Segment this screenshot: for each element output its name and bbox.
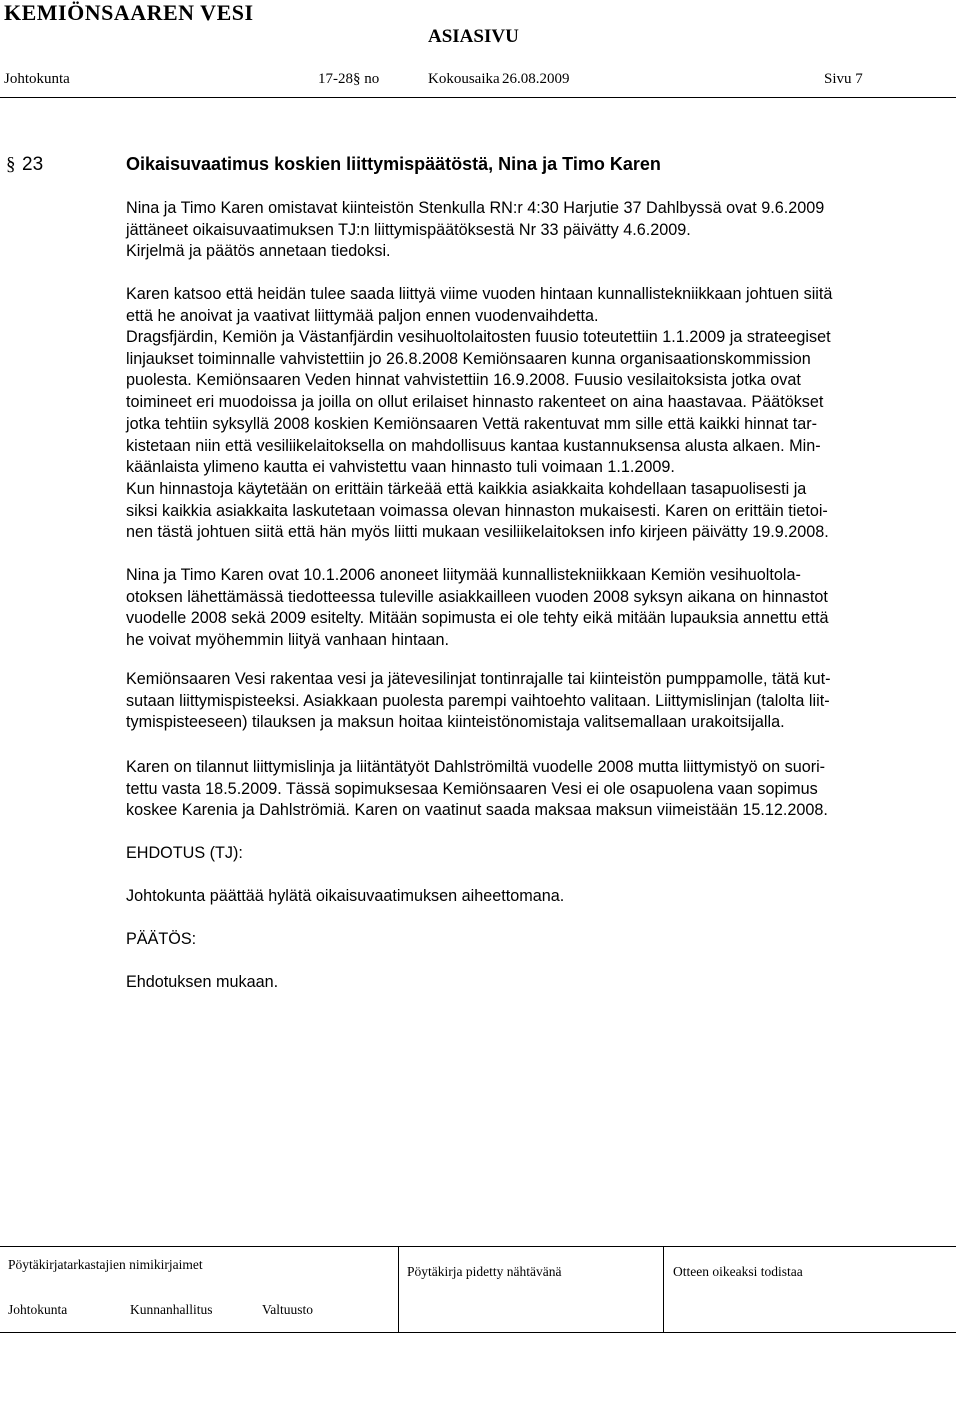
text-line: otoksen lähettämässä tiedotteessa tuleville asiakkailleen vuoden 2008 syksyn aikana on hinnastot [126, 587, 828, 606]
footer-display-label: Pöytäkirja pidetty nähtävänä [407, 1264, 562, 1279]
header-meeting-label: Kokousaika [428, 71, 500, 87]
text-line: Nina ja Timo Karen omistavat kiinteistön Stenkulla RN:r 4:30 Harjutie 37 Dahlbyssä ovat 9.6.2009 [126, 199, 825, 217]
footer-divider [398, 1246, 399, 1332]
footer-body-municipal-board: Kunnanhallitus [130, 1302, 213, 1317]
paragraph-1 [126, 198, 944, 263]
header-meeting-date: 26.08.2009 [502, 71, 570, 87]
footer-divider [663, 1246, 664, 1332]
proposal-text: Johtokunta päättää hylätä oikaisuvaatimuksen aiheettomana. [126, 887, 565, 905]
paragraph-7 [126, 757, 944, 822]
text-line: Karen katsoo että heidän tulee saada liittyä viime vuoden hintaan kunnallistekniikkaan johtuen siitä [126, 285, 833, 303]
text-line: puolesta. Kemiönsaaren Veden hinnat vahvistettiin 16.9.2008. Fuusio vesilaitoksista jotka ovat [126, 371, 801, 390]
text-line: että he anoivat ja vaativat liittymää paljon ennen vuodenvaihdetta. [126, 306, 599, 325]
header-page-number: Sivu 7 [824, 71, 863, 87]
section-title: Oikaisuvaatimus koskien liittymispäätöstä, Nina ja Timo Karen [126, 154, 661, 174]
footer-body-board: Johtokunta [8, 1302, 68, 1317]
paragraph-6 [126, 669, 944, 734]
footer-initials-label: Pöytäkirjatarkastajien nimikirjaimet [8, 1257, 203, 1272]
footer-certified-label: Otteen oikeaksi todistaa [673, 1264, 803, 1279]
text-line: Karen on tilannut liittymislinja ja liitäntätyöt Dahlströmiltä vuodelle 2008 mutta liittymistyö on suori- [126, 758, 826, 776]
proposal-label: EHDOTUS (TJ): [126, 844, 243, 862]
text-line: linjaukset toiminnalle vahvistettiin jo 26.8.2008 Kemiönsaaren kunna organisaationskommission [126, 349, 811, 368]
paragraph-5 [126, 565, 944, 652]
text-line: Dragsfjärdin, Kemiön ja Västanfjärdin vesihuoltolaitosten fuusio toteutettiin 1.1.2009 ja strateegiset [126, 328, 831, 346]
decision-label: PÄÄTÖS: [126, 930, 197, 948]
paragraph-3 [126, 327, 944, 479]
text-line: jättäneet oikaisuvaatimuksen TJ:n liittymispäätöksestä Nr 33 päivätty 4.6.2009. [126, 220, 691, 239]
text-line: vuodelle 2008 sekä 2009 esitelty. Mitään sopimusta ei ole tehty eikä mitään lupauksia annettu että [126, 609, 829, 628]
paragraph-2 [126, 284, 944, 327]
text-line: Nina ja Timo Karen ovat 10.1.2006 anoneet liitymää kunnallistekniikkaan Kemiön vesihuoltola- [126, 566, 801, 584]
text-line: Kemiönsaaren Vesi rakentaa vesi ja jätevesilinjat tontinrajalle tai kiinteistön pumppamolle, tätä kut- [126, 670, 831, 688]
text-line: Kirjelmä ja päätös annetaan tiedoksi. [126, 242, 391, 261]
text-line: Kun hinnastoja käytetään on erittäin tärkeää että kaikkia asiakkaita kohdellaan tasapuolisesti ja [126, 480, 807, 498]
text-line: koskee Karenia ja Dahlströmiä. Karen on vaatinut saada maksaa maksun viimeistään 15.12.2008. [126, 801, 828, 820]
paragraph-4 [126, 479, 944, 544]
text-line: kistetaan niin että vesiliikelaitoksella on mahdollisuus kantaa kustannuksensa alusta alkaen. Min- [126, 436, 821, 455]
text-line: tymispisteeseen) tilauksen ja maksun hoitaa kiinteistönomistaja valitsemallaan urakoitsijalla. [126, 713, 785, 732]
text-line: sutaan liittymispisteeksi. Asiakkaan puolesta parempi vaihtoehto valitaan. Liittymislinjan (talolta liit- [126, 691, 830, 710]
text-line: tettu vasta 18.5.2009. Tässä sopimuksesaa Kemiönsaaren Vesi ei ole osapuolena vaan sopimus [126, 779, 818, 798]
text-line: siksi kaikkia asiakkaita laskutetaan voimassa olevan hinnaston mukaisesti. Karen on erittäin tietoi- [126, 501, 828, 520]
header-body: Johtokunta [4, 71, 70, 87]
text-line: nen tästä johtuen siitä että hän myös liitti mukaan vesiliikelaitoksen info kirjeen päivätty 19.9.2008. [126, 523, 829, 542]
document-type: ASIASIVU [428, 26, 519, 47]
footer-body-council: Valtuusto [262, 1302, 314, 1317]
section-symbol: § [6, 154, 16, 175]
header-rule [0, 97, 956, 98]
footer-top-rule [0, 1246, 956, 1247]
decision-text: Ehdotuksen mukaan. [126, 973, 279, 991]
section-number: 23 [22, 154, 44, 175]
header-section-range: 17-28§ no [318, 71, 380, 87]
organization-name: KEMIÖNSAAREN VESI [4, 0, 254, 25]
text-line: he voivat myöhemmin liityä vanhaan hintaan. [126, 631, 450, 650]
footer-bottom-rule [0, 1332, 956, 1333]
text-line: jotka tehtiin syksyllä 2008 koskien Kemiönsaaren Vettä rakentuvat mm sille että kaikki hinnat tar- [126, 414, 818, 433]
text-line: toimineet eri muodoissa ja joilla on ollut erilaiset hinnasto rakenteet on aina haastavaa. Päätökset [126, 393, 824, 412]
text-line: käänlaista ylimeno kautta ei vahvistettu vaan hinnasto tuli voimaan 1.1.2009. [126, 458, 675, 477]
